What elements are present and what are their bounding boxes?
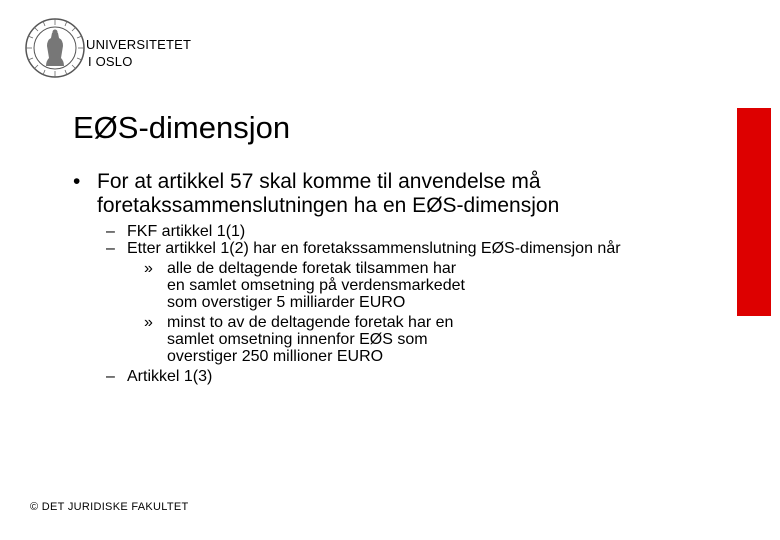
slide-title: EØS-dimensjon: [73, 110, 291, 145]
sub-sub-bullet-text: minst to av de deltagende foretak har en samlet omsetning innenfor EØS som overstiger 250 millioner EURO: [167, 314, 454, 365]
sub-bullet: [106, 240, 626, 257]
dash-marker: –: [106, 240, 115, 257]
accent-bar: [737, 108, 771, 316]
main-bullet: [73, 170, 693, 218]
dash-marker: –: [106, 368, 115, 385]
sub-bullet-list: [106, 223, 626, 385]
university-seal-icon: [24, 16, 86, 80]
sub-bullet: [106, 368, 626, 385]
sub-bullet: [106, 223, 626, 240]
main-bullet-text: For at artikkel 57 skal komme til anvendelse må foretakssammenslutningen ha en EØS-dimensjon: [97, 170, 560, 217]
sub-bullet-text: Artikkel 1(3): [127, 368, 213, 385]
university-name-line2: I OSLO: [88, 54, 133, 69]
arrow-marker: »: [144, 314, 153, 331]
sub-sub-bullet-text: alle de deltagende foretak tilsammen har en samlet omsetning på verdensmarkedet som overstiger 5 milliarder EURO: [167, 260, 465, 311]
sub-bullet-text: Etter artikkel 1(2) har en foretakssammenslutning EØS-dimensjon når: [127, 240, 621, 257]
university-name-line1: UNIVERSITETET: [86, 37, 192, 52]
bullet-marker: •: [73, 170, 81, 193]
arrow-marker: »: [144, 260, 153, 277]
university-name: [86, 36, 191, 70]
sub-sub-bullet: [144, 314, 626, 365]
footer-text: © DET JURIDISKE FAKULTET: [30, 501, 189, 513]
sub-bullet-text: FKF artikkel 1(1): [127, 223, 246, 240]
dash-marker: –: [106, 223, 115, 240]
sub-sub-bullet: [144, 260, 626, 311]
